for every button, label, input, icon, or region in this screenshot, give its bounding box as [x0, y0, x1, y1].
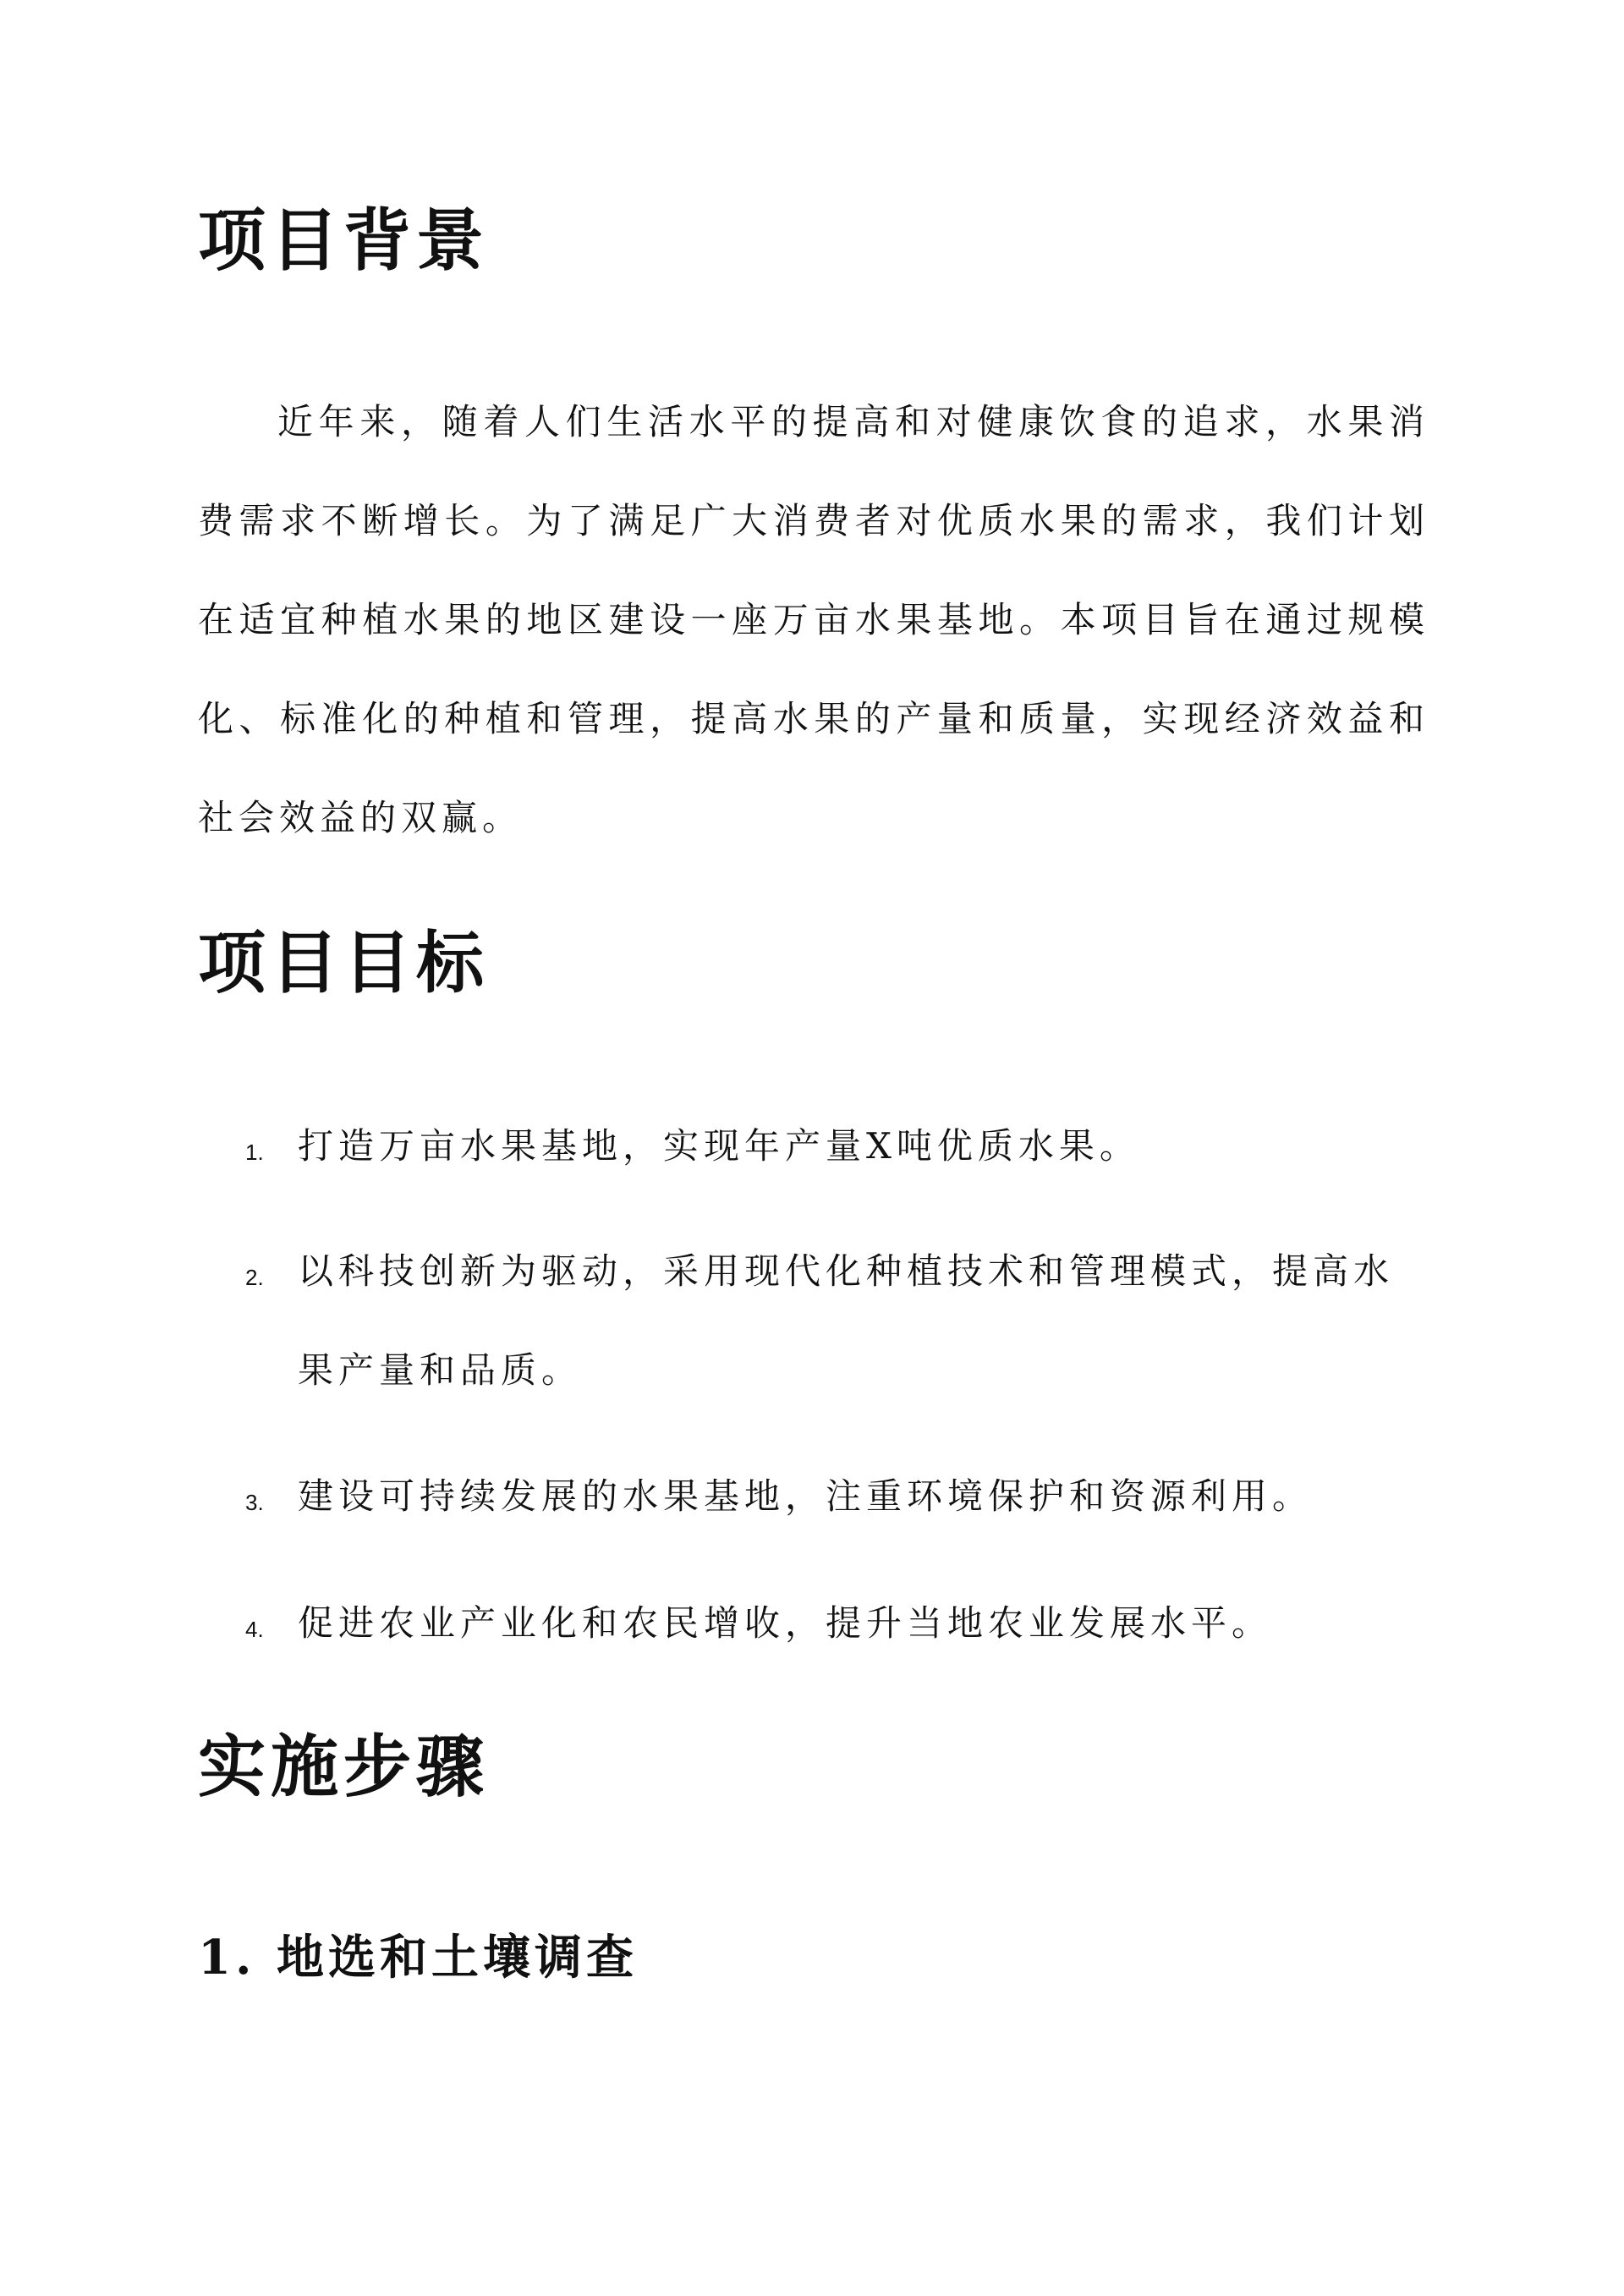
- list-item-text: 打造万亩水果基地，实现年产量X吨优质水果。: [298, 1125, 1140, 1167]
- subsection-heading: 1. 地选和土壤调查: [198, 1930, 638, 1986]
- goal-list-item: [245, 1447, 1404, 1546]
- section-heading-goals: 项目目标: [198, 923, 489, 1002]
- goal-list-item: [245, 1574, 1404, 1673]
- list-number: 4.: [245, 1617, 264, 1642]
- goal-list-item: [245, 1096, 1404, 1195]
- list-number: 1.: [245, 1140, 264, 1165]
- goal-list-item: [245, 1222, 1404, 1420]
- section-heading-background: 项目背景: [198, 200, 489, 280]
- list-number: 2.: [245, 1265, 264, 1290]
- list-item-text: 建设可持续发展的水果基地，注重环境保护和资源利用。: [298, 1475, 1314, 1517]
- section-heading-steps: 实施步骤: [198, 1727, 489, 1806]
- background-paragraph: 近年来，随着人们生活水平的提高和对健康饮食的追求，水果消费需求不断增长。为了满足广大消费者对优质水果的需求，我们计划在适宜种植水果的地区建设一座万亩水果基地。本项目旨在通过规模化、标准化的种植和管理，提高水果的产量和质量，实现经济效益和社会效益的双赢。: [198, 401, 1429, 838]
- list-item-text: 以科技创新为驱动，采用现代化种植技术和管理模式，提高水果产量和品质。: [298, 1250, 1395, 1391]
- list-number: 3.: [245, 1490, 264, 1515]
- list-item-text: 促进农业产业化和农民增收，提升当地农业发展水平。: [298, 1602, 1273, 1644]
